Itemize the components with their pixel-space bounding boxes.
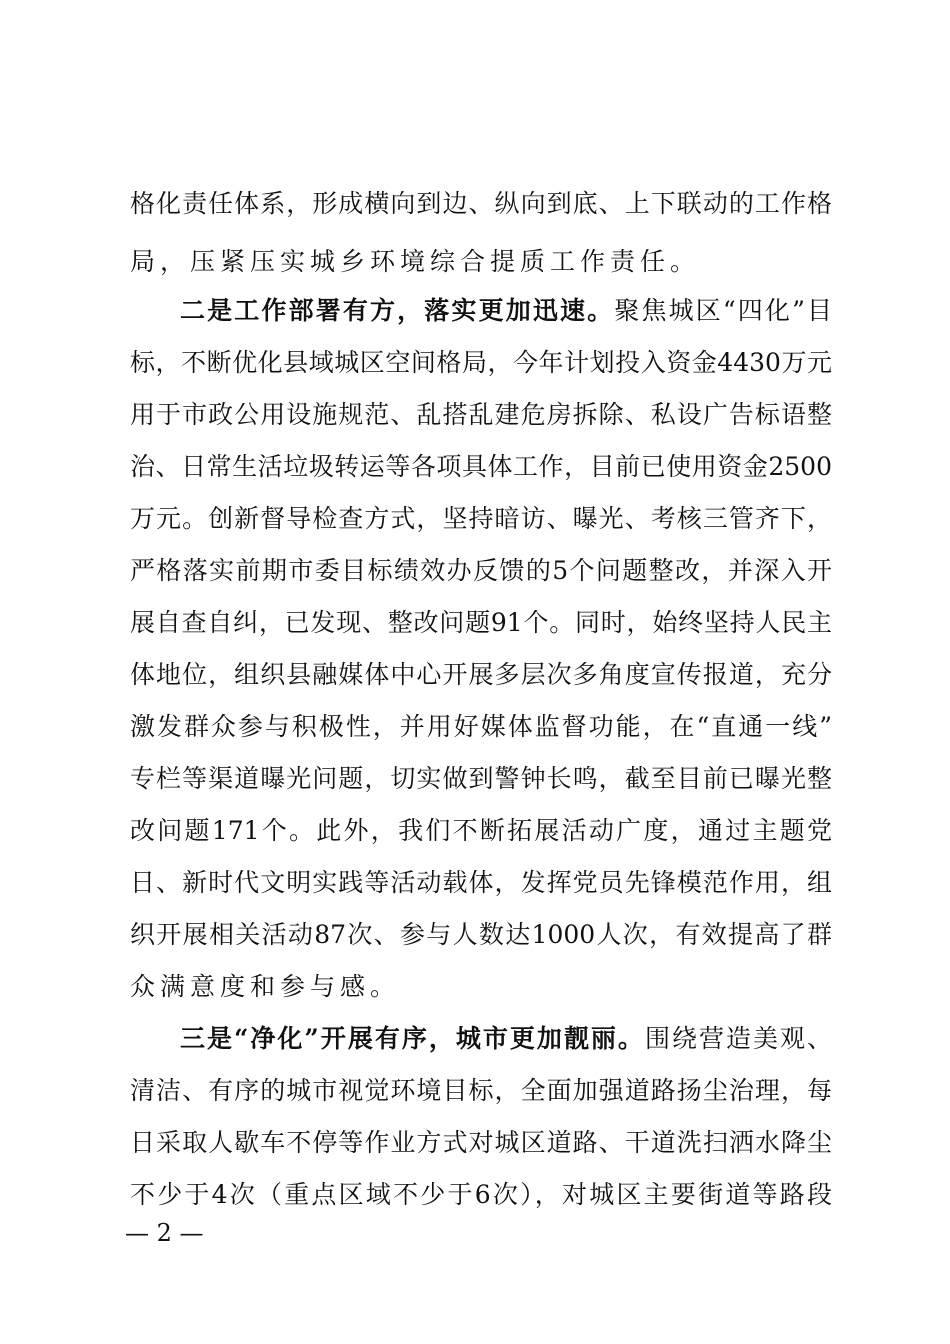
paragraph-line: 激发群众参与积极性，并用好媒体监督功能，在“直通一线” xyxy=(130,712,832,741)
paragraph-line: 标，不断优化县域城区空间格局，今年计划投入资金4430万元 xyxy=(130,348,832,377)
page-number: — 2 — xyxy=(125,1219,204,1247)
paragraph-line: 织开展相关活动87次、参与人数达1000人次，有效提高了群 xyxy=(130,920,832,949)
paragraph-line: 日、新时代文明实践等活动载体，发挥党员先锋模范作用，组 xyxy=(130,868,832,897)
paragraph-line: 众满意度和参与感。 xyxy=(130,972,401,1001)
paragraph-text: 围绕营造美观、 xyxy=(644,1024,832,1053)
paragraph-first-line xyxy=(130,282,832,340)
paragraph-line: 改问题171个。此外，我们不断拓展活动广度，通过主题党 xyxy=(130,816,832,845)
paragraph-line: 体地位，组织县融媒体中心开展多层次多角度宣传报道，充分 xyxy=(130,660,832,689)
paragraph-line: 治、日常生活垃圾转运等各项具体工作，目前已使用资金2500 xyxy=(130,452,832,481)
paragraph-line: 局，压紧压实城乡环境综合提质工作责任。 xyxy=(130,247,701,276)
paragraph-line: 格化责任体系，形成横向到边、纵向到底、上下联动的工作格 xyxy=(130,189,832,218)
paragraph-line: 专栏等渠道曝光问题，切实做到警钟长鸣，截至目前已曝光整 xyxy=(130,764,832,793)
paragraph-line: 万元。创新督导检查方式，坚持暗访、曝光、考核三管齐下， xyxy=(130,504,832,533)
paragraph-line: 不少于4次（重点区域不少于6次），对城区主要街道等路段 xyxy=(130,1180,832,1209)
paragraph-heading: 三是“净化”开展有序，城市更加靓丽。 xyxy=(180,1024,645,1053)
paragraph-line: 严格落实前期市委目标绩效办反馈的5个问题整改，并深入开 xyxy=(130,556,832,585)
paragraph-heading: 二是工作部署有方，落实更加迅速。 xyxy=(180,296,615,325)
paragraph-first-line xyxy=(130,1010,832,1068)
paragraph-line: 清洁、有序的城市视觉环境目标，全面加强道路扬尘治理，每 xyxy=(130,1076,832,1105)
paragraph-line: 用于市政公用设施规范、乱搭乱建危房拆除、私设广告标语整 xyxy=(130,400,832,429)
paragraph-line: 日采取人歇车不停等作业方式对城区道路、干道洗扫洒水降尘 xyxy=(130,1128,832,1157)
paragraph-text: 聚焦城区“四化”目 xyxy=(614,296,832,325)
paragraph-line: 展自查自纠，已发现、整改问题91个。同时，始终坚持人民主 xyxy=(130,608,832,637)
